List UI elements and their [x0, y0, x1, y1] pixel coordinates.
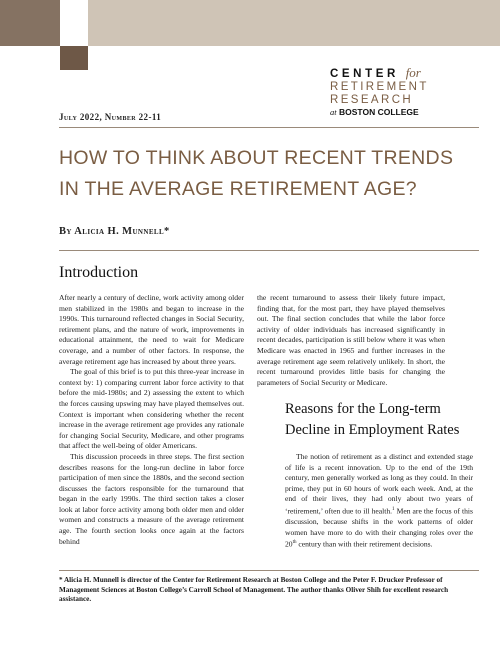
title-line-1: HOW TO THINK ABOUT RECENT TRENDS [59, 147, 454, 169]
header-bar-dark-block [0, 0, 60, 46]
logo-line-school: at BOSTON COLLEGE [330, 107, 419, 117]
reasons-heading-line-1: Reasons for the Long-term [285, 401, 441, 417]
intro-paragraph-3: This discussion proceeds in three steps. The first section describes reasons for the long-run decline in labor force participation of men since the 1880s, and the second section discusses the factors responsible for the turnaround that began in the early 1990s. The third section takes a closer look at labor force activity among both older men and older women and constructs a measure of the average retirement age. The fourth section looks once again at the factors behind [59, 451, 244, 546]
title-line-2: IN THE AVERAGE RETIREMENT AGE? [59, 178, 417, 200]
header-bar-accent-square [60, 46, 88, 70]
reasons-column [285, 452, 473, 550]
byline-divider [59, 250, 479, 251]
intro-column-left [59, 293, 244, 547]
footnote-divider [59, 570, 479, 571]
crr-logo [330, 66, 480, 118]
brief-title [59, 143, 489, 205]
header-color-bar [0, 0, 500, 46]
logo-line-center: CENTER for [330, 65, 421, 80]
footnote-ref-1: 1 [392, 506, 395, 512]
intro-column-right [257, 293, 445, 388]
header-divider [59, 127, 479, 128]
byline: By Alicia H. Munnell* [59, 226, 170, 237]
intro-paragraph-2: The goal of this brief is to put this three-year increase in context by: 1) comparing current labor force activity to that before the mid-1980s; and 2) assessing the extent to which the forces causing upswing may have played themselves out. Context is important when considering whether the recent increase in the average retirement age provides any rationale for changing Social Security, Medicare, and other programs that affect the well-being of older Americans. [59, 367, 244, 451]
header-bar-gap [60, 0, 88, 46]
intro-paragraph-1: After nearly a century of decline, work activity among older men stabilized in the 1980s and began to increase in the 1990s. This turnaround reflected changes in Social Security, retirement plans, and the nature of work, improvements in educational attainment, the need to wait for Medicare coverage, and a number of other factors. In response, the average retirement age has increased by about three years. [59, 293, 244, 366]
section-heading-introduction: Introduction [59, 264, 139, 281]
logo-line-research: RESEARCH [330, 94, 414, 106]
header-bar-light-block [88, 0, 500, 46]
issue-date-number: July 2022, Number 22-11 [59, 112, 162, 122]
section-heading-reasons [285, 399, 485, 441]
author-footnote: * Alicia H. Munnell is director of the Center for Retirement Research at Boston College and the Peter F. Drucker Professor of Management Sciences at Boston College’s Carroll School of Management. The author thanks Oliver Shih for excellent research assistance. [59, 576, 449, 604]
reasons-paragraph-1: The notion of retirement as a distinct and extended stage of life is a recent innovation. Up to the end of the 19th century, men generally worked as long as they could. In their prime, they put in 60 hours of work each week. And, at the end of their lives, they had only about two years of ‘retirement,’ often due to ill health.$^1$ Men are the focus of this discussion, because shifts in the work patterns of older women have more to do with their changing roles over the 20th century than with their retirement decisions. [285, 452, 473, 549]
logo-line-retirement: RETIREMENT [330, 81, 429, 93]
intro-paragraph-3-continued: the recent turnaround to assess their likely future impact, finding that, for the most part, they have played themselves out. The final section concludes that while the labor force activity of older individuals has increased significantly in recent decades, participation is still below where it was when Medicare was enacted in 1965 and further increases in the average retirement age seem relatively unlikely. In short, the recent turnaround provides little basis for changing the parameters of Social Security or Medicare. [257, 293, 445, 387]
reasons-heading-line-2: Decline in Employment Rates [285, 422, 460, 438]
